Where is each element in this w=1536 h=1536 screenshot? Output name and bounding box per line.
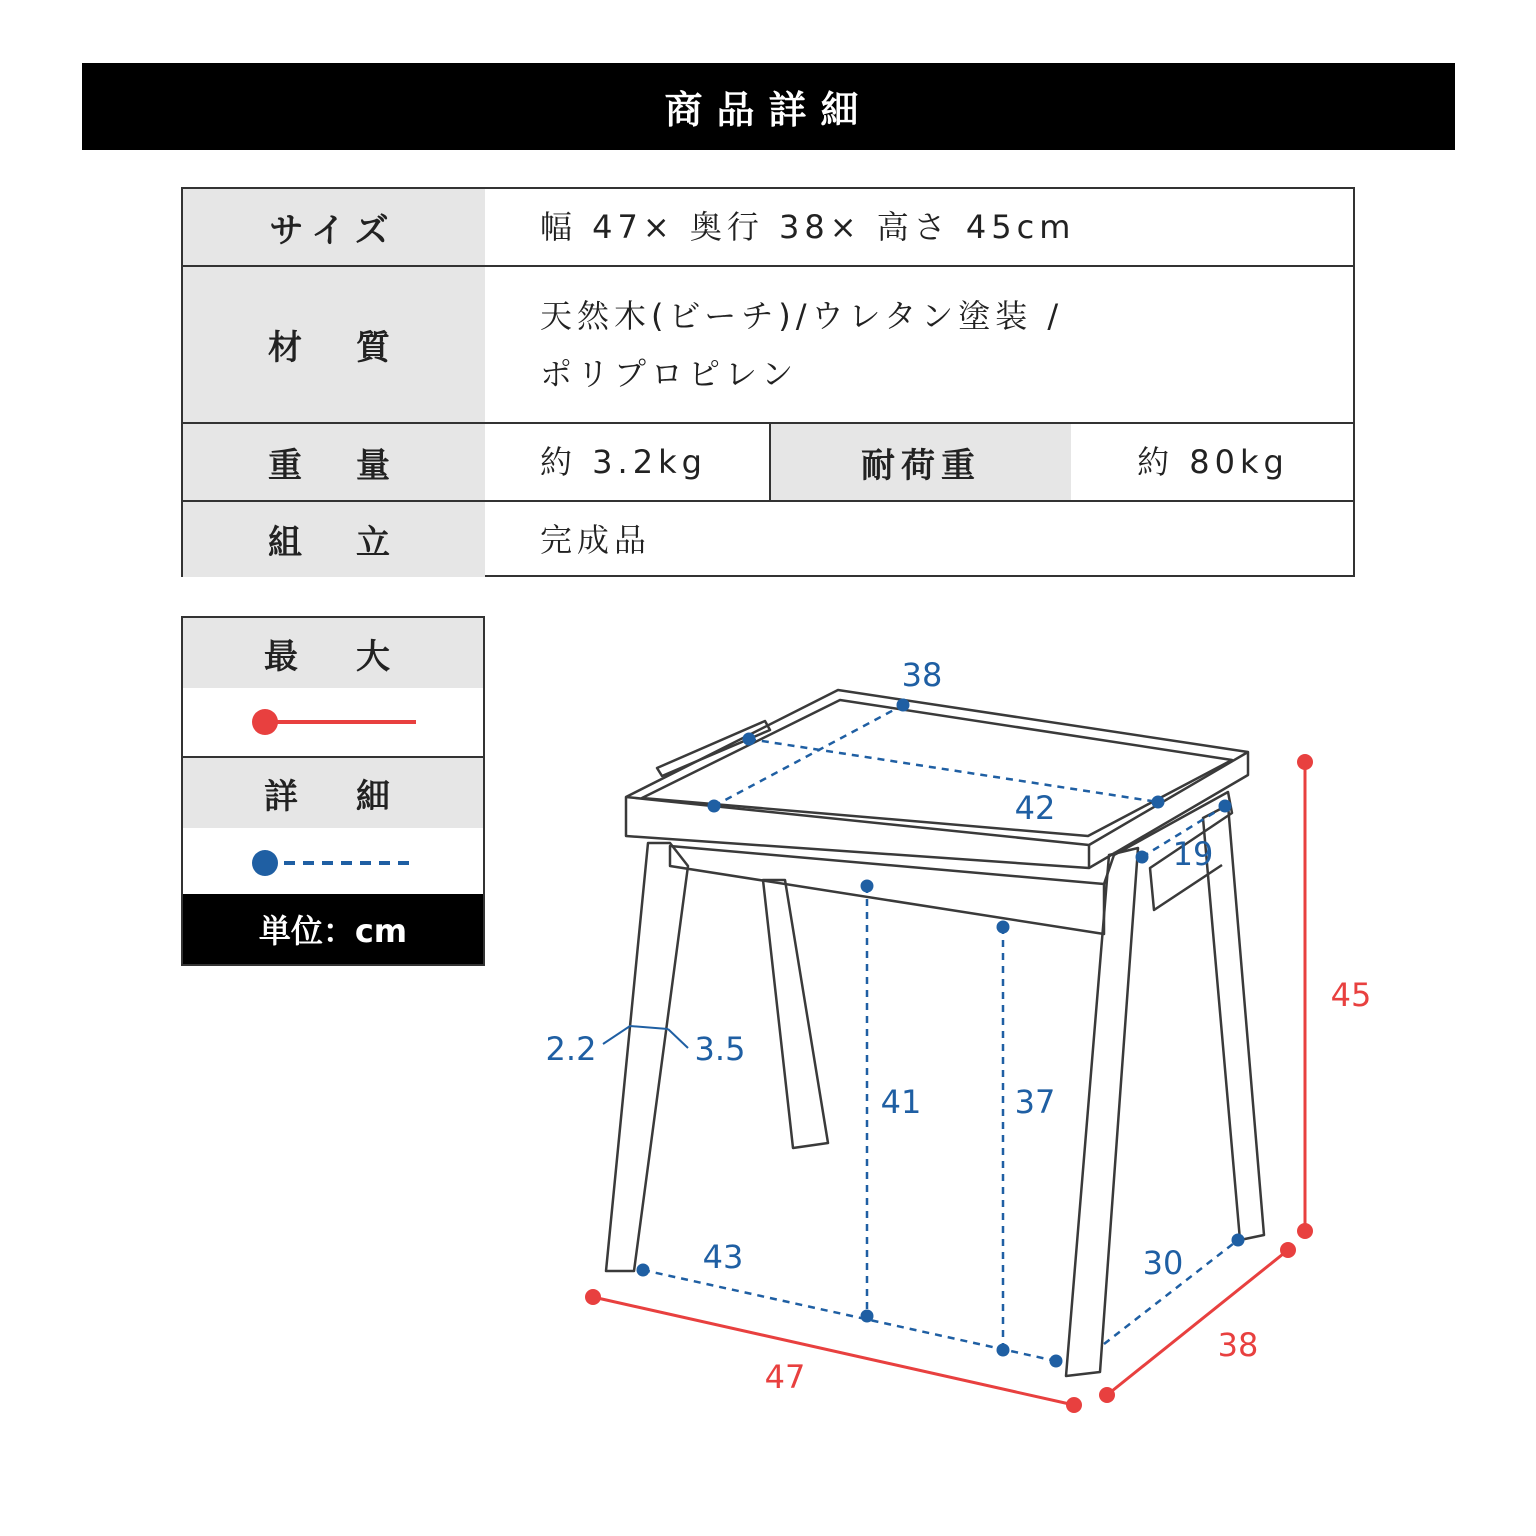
leg-callout-lines [603,1026,688,1048]
size-label: サイズ [183,189,485,265]
material-line-1: 天然木(ビーチ)/ウレタン塗装 / [540,296,1064,335]
load-value: 約 80kg [1137,443,1289,481]
leg-a-label: 2.2 [545,1030,597,1068]
assembly-label: 組 立 [183,502,485,577]
load-label: 耐荷重 [769,424,1071,500]
unit-label: 単位：cm [183,894,483,964]
weight-label: 重 量 [183,424,485,500]
material-label: 材 質 [183,267,485,422]
size-value: 幅 47× 奥行 38× 高さ 45cm [540,208,1076,246]
frame-height-label: 37 [1014,1083,1056,1121]
top-depth-label: 38 [901,656,943,694]
page-title: 商品詳細 [82,63,1455,150]
legend-detail-label: 詳 細 [183,758,483,828]
base-depth-label: 30 [1142,1244,1184,1282]
overall-height-label: 45 [1330,976,1372,1014]
legend-max-label: 最 大 [183,618,483,688]
overall-width-label: 47 [764,1358,806,1396]
seat-height-label: 41 [880,1083,922,1121]
overall-depth-label: 38 [1217,1326,1259,1364]
leg-b-label: 3.5 [694,1030,746,1068]
assembly-value: 完成品 [540,520,652,559]
frame-depth-label: 19 [1172,835,1214,873]
weight-value: 約 3.2kg [540,443,707,481]
max-dimension-labels [765,976,1372,1396]
top-width-label: 42 [1014,789,1056,827]
base-width-label: 43 [702,1238,744,1276]
material-line-2: ポリプロピレン [540,354,799,393]
